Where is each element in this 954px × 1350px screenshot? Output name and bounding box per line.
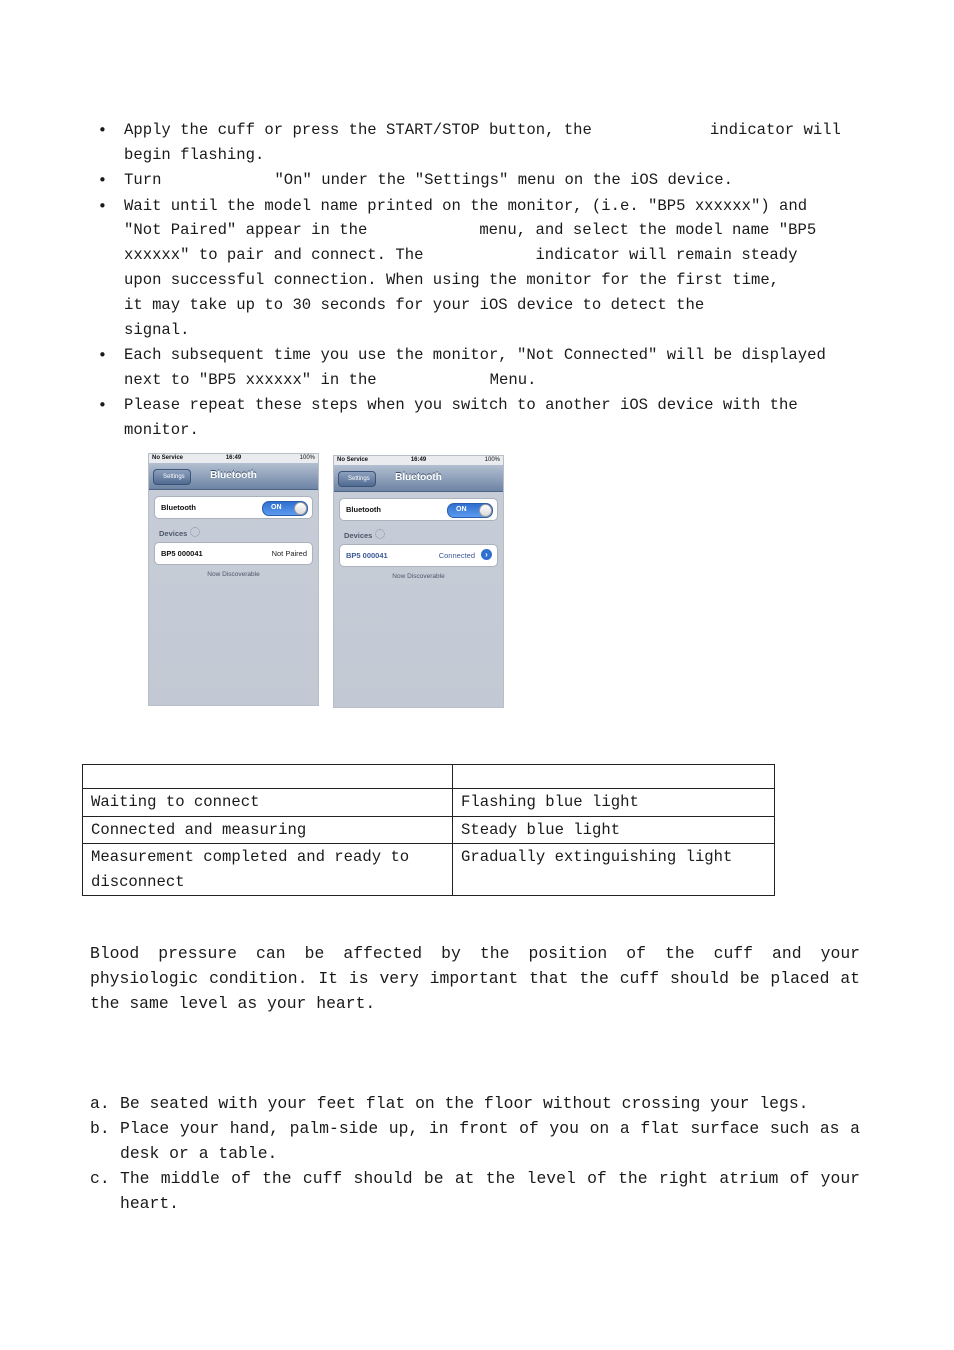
bluetooth-toggle[interactable] — [447, 503, 493, 518]
cuff-position-paragraph: Blood pressure can be affected by the position of the cuff and your physiologic condition. It is very important that the cuff should be placed at the same level as your heart. — [90, 944, 860, 1013]
bullet-text: menu, and select the model name "BP5 — [479, 221, 817, 240]
detail-disclosure-icon[interactable]: › — [481, 549, 492, 560]
status-time: 16:49 — [225, 455, 242, 461]
bullet-line — [124, 243, 864, 268]
status-cell: Waiting to connect — [83, 789, 453, 817]
battery-text: 100% — [484, 457, 500, 463]
status-time: 16:49 — [410, 457, 427, 463]
bullet-text: indicator will begin flashing. — [124, 121, 841, 164]
bullet-line — [124, 368, 864, 393]
step-text: The middle of the cuff should be at the level of the right atrium of your heart. — [120, 1169, 860, 1213]
devices-header-text: Devices — [159, 529, 188, 538]
bullet-text: xxxxxx" to pair and connect. The — [124, 246, 424, 265]
list-item — [96, 393, 864, 443]
list-item — [90, 1116, 860, 1166]
navigation-bar — [334, 465, 503, 492]
table-header-row — [83, 765, 775, 789]
bullet-text: "Not Paired" appear in the — [124, 221, 368, 240]
device-status: Not Paired — [271, 549, 307, 558]
screen-title: Bluetooth — [395, 472, 442, 483]
status-cell: Measurement completed and ready to disconnect — [83, 844, 453, 896]
step-text: Be seated with your feet flat on the floor without crossing your legs. — [120, 1094, 809, 1113]
screen-title: Bluetooth — [210, 470, 257, 481]
device-name: BP5 000041 — [346, 551, 388, 560]
settings-back-button[interactable]: Settings — [153, 469, 191, 485]
light-cell: Flashing blue light — [453, 789, 775, 817]
discoverable-text: Now Discoverable — [392, 573, 445, 580]
table-row — [83, 844, 775, 896]
bullet-text: indicator will remain steady — [535, 246, 798, 265]
list-item — [96, 118, 864, 168]
toggle-label: Bluetooth — [161, 503, 196, 512]
table-header-cell — [83, 765, 453, 789]
bullet-text: Turn — [124, 171, 162, 190]
table-row — [83, 789, 775, 817]
settings-back-button[interactable]: Settings — [338, 471, 376, 487]
bullet-line: • Wait until the model name printed on the monitor, (i.e. "BP5 xxxxxx") and — [124, 196, 808, 215]
battery-text: 100% — [299, 455, 315, 461]
bullet-text: next to "BP5 xxxxxx" in the — [124, 370, 377, 389]
device-status: Connected — [438, 551, 475, 560]
bullet-text: Menu. — [489, 370, 537, 389]
devices-header — [344, 529, 503, 540]
table-header-cell — [453, 765, 775, 789]
indicator-status-table — [82, 764, 775, 896]
list-item — [96, 168, 864, 193]
list-item — [90, 1166, 860, 1216]
list-item — [96, 194, 864, 343]
list-item — [96, 343, 864, 393]
bullet-line: upon successful connection. When using the monitor for the first time, — [124, 270, 780, 289]
seating-steps-list — [90, 1091, 860, 1216]
bluetooth-screen-connected — [333, 455, 504, 708]
light-cell: Steady blue light — [453, 816, 775, 844]
step-marker: a. — [90, 1094, 110, 1113]
bullet-text: "On" under the "Settings" menu on the iOS device. — [274, 171, 733, 190]
step-text: Place your hand, palm-side up, in front of you on a flat surface such as a desk or a table. — [120, 1119, 860, 1163]
pairing-instructions-list — [96, 118, 864, 443]
device-row[interactable] — [339, 544, 498, 567]
carrier-text: No Service — [152, 455, 184, 461]
devices-header-text: Devices — [344, 531, 373, 540]
toggle-knob — [294, 502, 307, 515]
bullet-line: signal. — [124, 320, 190, 339]
device-name: BP5 000041 — [161, 549, 203, 558]
bullet-line: it may take up to 30 seconds for your iOS device to detect the — [124, 295, 705, 314]
step-marker: c. — [90, 1169, 110, 1188]
bullet-line: • Each subsequent time you use the monitor, "Not Connected" will be displayed — [124, 345, 826, 364]
bullet-text: Please repeat these steps when you switch to another iOS device with the monitor. — [124, 396, 798, 439]
device-row[interactable] — [154, 542, 313, 565]
bluetooth-screen-not-paired — [148, 453, 319, 706]
carrier-text: No Service — [337, 457, 369, 463]
light-cell: Gradually extinguishing light — [453, 844, 775, 896]
status-cell: Connected and measuring — [83, 816, 453, 844]
bluetooth-toggle-row — [339, 498, 498, 521]
table-row — [83, 816, 775, 844]
status-bar — [334, 456, 503, 465]
spinner-icon — [375, 529, 385, 539]
bullet-text: Apply the cuff or press the START/STOP button, the — [124, 121, 592, 139]
status-bar — [149, 454, 318, 463]
toggle-state: ON — [271, 504, 282, 511]
step-marker: b. — [90, 1119, 110, 1138]
bluetooth-toggle[interactable] — [262, 501, 308, 516]
toggle-knob — [479, 504, 492, 517]
devices-header — [159, 527, 318, 538]
bullet-line — [124, 218, 864, 243]
spinner-icon — [190, 527, 200, 537]
bluetooth-toggle-row — [154, 496, 313, 519]
navigation-bar — [149, 463, 318, 490]
toggle-state: ON — [456, 506, 467, 513]
list-item — [90, 1091, 860, 1116]
discoverable-text: Now Discoverable — [207, 571, 260, 578]
toggle-label: Bluetooth — [346, 505, 381, 514]
